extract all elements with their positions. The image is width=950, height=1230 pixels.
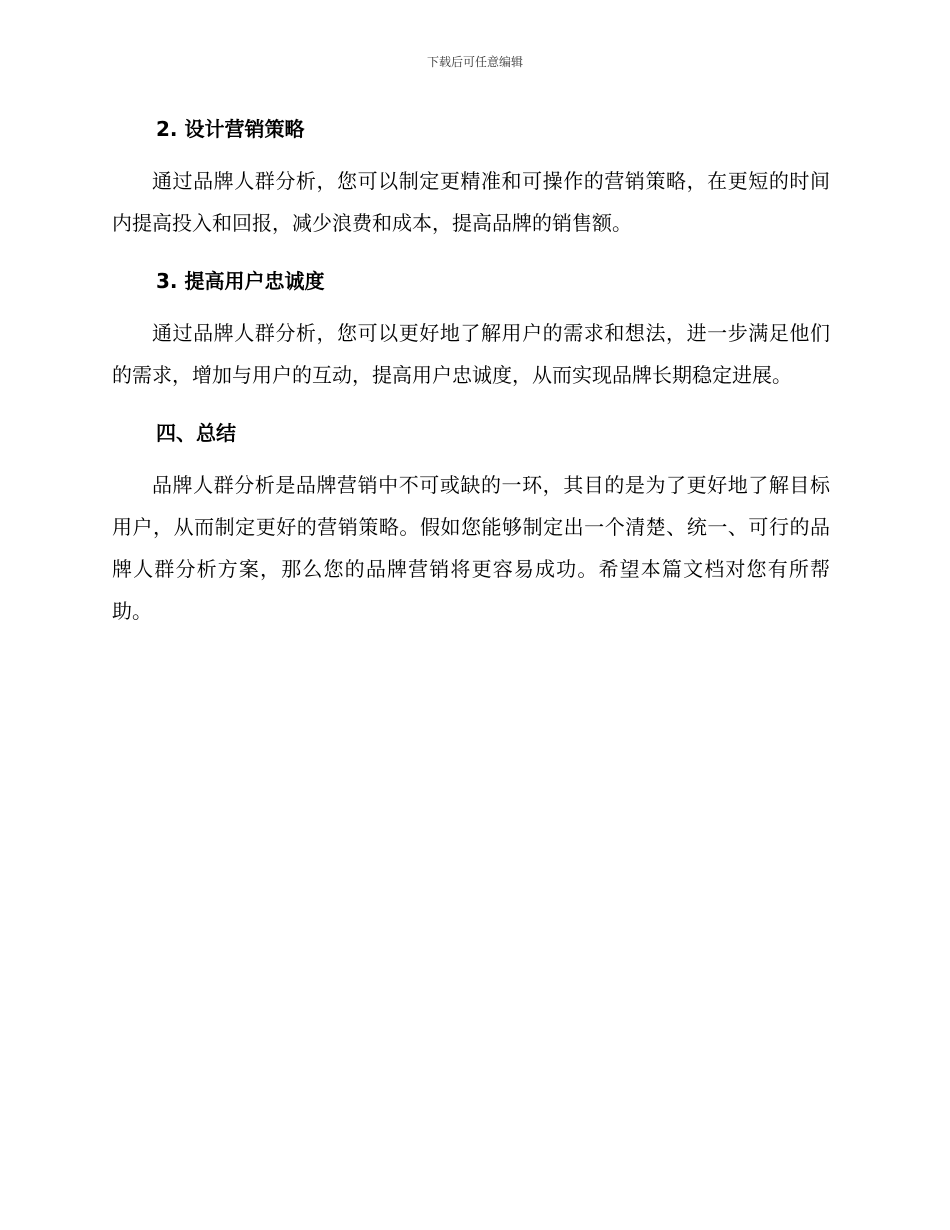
page-header: 下载后可任意编辑 <box>426 55 523 69</box>
document-body <box>112 110 830 632</box>
section-heading-user-loyalty: 3. 提高用户忠诚度 <box>156 269 325 293</box>
section-heading-summary: 四、总结 <box>156 421 236 445</box>
section-paragraph-summary: 品牌人群分析是品牌营销中不可或缺的一环，其目的是为了更好地了解目标用户，从而制定更好的营销策略。假如您能够制定出一个清楚、统一、可行的品牌人群分析方案，那么您的品牌营销将更容易成功。希望本篇文档对您有所帮助。 <box>112 473 830 623</box>
section-paragraph-design-strategy: 通过品牌人群分析，您可以制定更精准和可操作的营销策略，在更短的时间内提高投入和回报，减少浪费和成本，提高品牌的销售额。 <box>112 169 830 235</box>
section-paragraph-user-loyalty: 通过品牌人群分析，您可以更好地了解用户的需求和想法，进一步满足他们的需求，增加与用户的互动，提高用户忠诚度，从而实现品牌长期稳定进展。 <box>112 321 830 387</box>
section-heading-design-strategy: 2. 设计营销策略 <box>156 117 305 141</box>
